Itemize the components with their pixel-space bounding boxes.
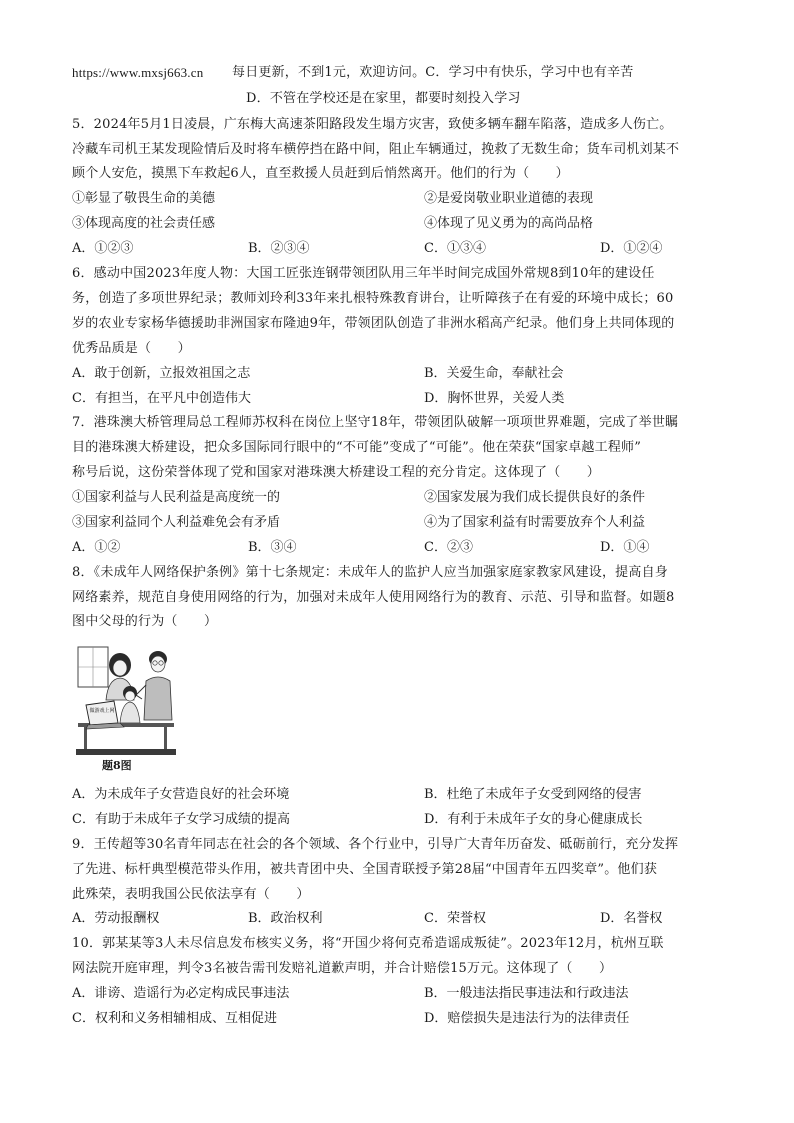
q9-stem-line: 9．王传超等30名青年同志在社会的各个领域、各个行业中，引导广大青年历奋发、砥砺前行，充分发挥	[72, 837, 679, 852]
q10-stem-line: 网法院开庭审理，判令3名被告需刊发赔礼道歉声明，并合计赔偿15万元。这体现了（ ）	[72, 961, 613, 976]
q8-stem-line: 网络素养，规范自身使用网络的行为，加强对未成年人使用网络行为的教育、示范、引导和监督。如题8	[72, 590, 675, 605]
q9-option-a: A．劳动报酬权	[72, 911, 160, 926]
q5-statement: ④体现了见义勇为的高尚品格	[424, 216, 594, 231]
q6-option-b: B．关爱生命，奉献社会	[424, 366, 564, 381]
q8-stem-line: 8．《未成年人网络保护条例》第十七条规定：未成年人的监护人应当加强家庭家教家风建设，提高自身	[72, 565, 668, 580]
q8-stem-line: 图中父母的行为（ ）	[72, 614, 218, 629]
q10-option-b: B．一般违法指民事违法和行政违法	[424, 986, 629, 1001]
q10-option-c: C．权利和义务相辅相成、互相促进	[72, 1011, 277, 1026]
q6-option-d: D．胸怀世界，关爱人类	[424, 391, 565, 406]
q6-stem-line: 务，创造了多项世界纪录；教师刘玲利33年来扎根特殊教育讲台，让听障孩子在有爱的环境中成长；60	[72, 291, 674, 306]
q7-statement: ④为了国家利益有时需要放弃个人利益	[424, 515, 646, 530]
q5-option-b: B．②③④	[248, 241, 310, 256]
q9-option-d: D．名誉权	[600, 911, 663, 926]
q8-family-illustration	[76, 645, 176, 755]
q5-statement: ②是爱岗敬业职业道德的表现	[424, 191, 594, 206]
q5-stem-line: 冷藏车司机王某发现险情后及时将车横停挡在路中间，阻止车辆通过，挽救了无数生命；货车司机刘某不	[72, 142, 680, 157]
q9-stem-line: 了先进、标杆典型模范带头作用，被共青团中央、全国青联授予第28届“中国青年五四奖章”。他们获	[72, 862, 658, 877]
q7-stem-line: 称号后说，这份荣誉体现了党和国家对港珠澳大桥建设工程的充分肯定。这体现了（ ）	[72, 465, 601, 480]
q9-stem-line: 此殊荣，表明我国公民依法享有（ ）	[72, 887, 310, 902]
q5-option-d: D．①②④	[600, 241, 663, 256]
q5-stem-line: 顾个人安危，摸黑下车救起6人，直至救援人员赶到后悄然离开。他们的行为（ ）	[72, 166, 569, 181]
q8-figure-caption: 题8图	[102, 759, 132, 772]
q6-stem-line: 岁的农业专家杨华德援助非洲国家布隆迪9年，带领团队创造了非洲水稻高产纪录。他们身上共同体现的	[72, 316, 675, 331]
q9-option-b: B．政治权利	[248, 911, 323, 926]
q7-statement: ①国家利益与人民利益是高度统一的	[72, 490, 281, 505]
q8-option-d: D．有利于未成年子女的身心健康成长	[424, 812, 643, 827]
q5-option-c: C．①③④	[424, 241, 486, 256]
q10-option-a: A．诽谤、造谣行为必定构成民事违法	[72, 986, 290, 1001]
header-url[interactable]: https://www.mxsj663.cn	[72, 65, 204, 80]
header-notice: 每日更新，不到1元，欢迎访问。C．学习中有快乐，学习中也有辛苦	[232, 65, 634, 80]
laptop-screen-text: 做游戏上网	[89, 708, 115, 714]
q8-option-c: C．有助于未成年子女学习成绩的提高	[72, 812, 290, 827]
q5-option-a: A．①②③	[72, 241, 134, 256]
q7-option-d: D．①④	[600, 540, 650, 555]
q5-stem-line: 5．2024年5月1日凌晨，广东梅大高速茶阳路段发生塌方灾害，致使多辆车翻车陷落，造成多人伤亡。	[72, 117, 673, 132]
q7-statement: ③国家利益同个人利益难免会有矛盾	[72, 515, 281, 530]
q7-option-b: B．③④	[248, 540, 297, 555]
q8-option-b: B．杜绝了未成年子女受到网络的侵害	[424, 787, 642, 802]
q7-stem-line: 7．港珠澳大桥管理局总工程师苏权科在岗位上坚守18年，带领团队破解一项项世界难题，完成了举世瞩	[72, 415, 679, 430]
prev-question-option-d: D．不管在学校还是在家里，都要时刻投入学习	[246, 91, 521, 106]
q5-statement: ①彰显了敬畏生命的美德	[72, 191, 216, 206]
q6-option-a: A．敢于创新，立报效祖国之志	[72, 366, 251, 381]
q6-option-c: C．有担当，在平凡中创造伟大	[72, 391, 251, 406]
q7-option-a: A．①②	[72, 540, 121, 555]
q7-option-c: C．②③	[424, 540, 473, 555]
q6-stem-line: 6．感动中国2023年度人物：大国工匠张连钢带领团队用三年半时间完成国外常规8到10年的建设任	[72, 266, 655, 281]
q7-stem-line: 目的港珠澳大桥建设，把众多国际同行眼中的“不可能”变成了“可能”。他在荣获“国家卓越工程师”	[72, 440, 642, 455]
q8-option-a: A．为未成年子女营造良好的社会环境	[72, 787, 290, 802]
q10-option-d: D．赔偿损失是违法行为的法律责任	[424, 1011, 630, 1026]
q5-statement: ③体现高度的社会责任感	[72, 216, 216, 231]
q7-statement: ②国家发展为我们成长提供良好的条件	[424, 490, 646, 505]
q9-option-c: C．荣誉权	[424, 911, 486, 926]
q6-stem-line: 优秀品质是（ ）	[72, 341, 191, 356]
q10-stem-line: 10．郭某某等3人未尽信息发布核实义务，将“开国少将何克希造谣成叛徒”。2023年12月，杭州互联	[72, 936, 664, 951]
